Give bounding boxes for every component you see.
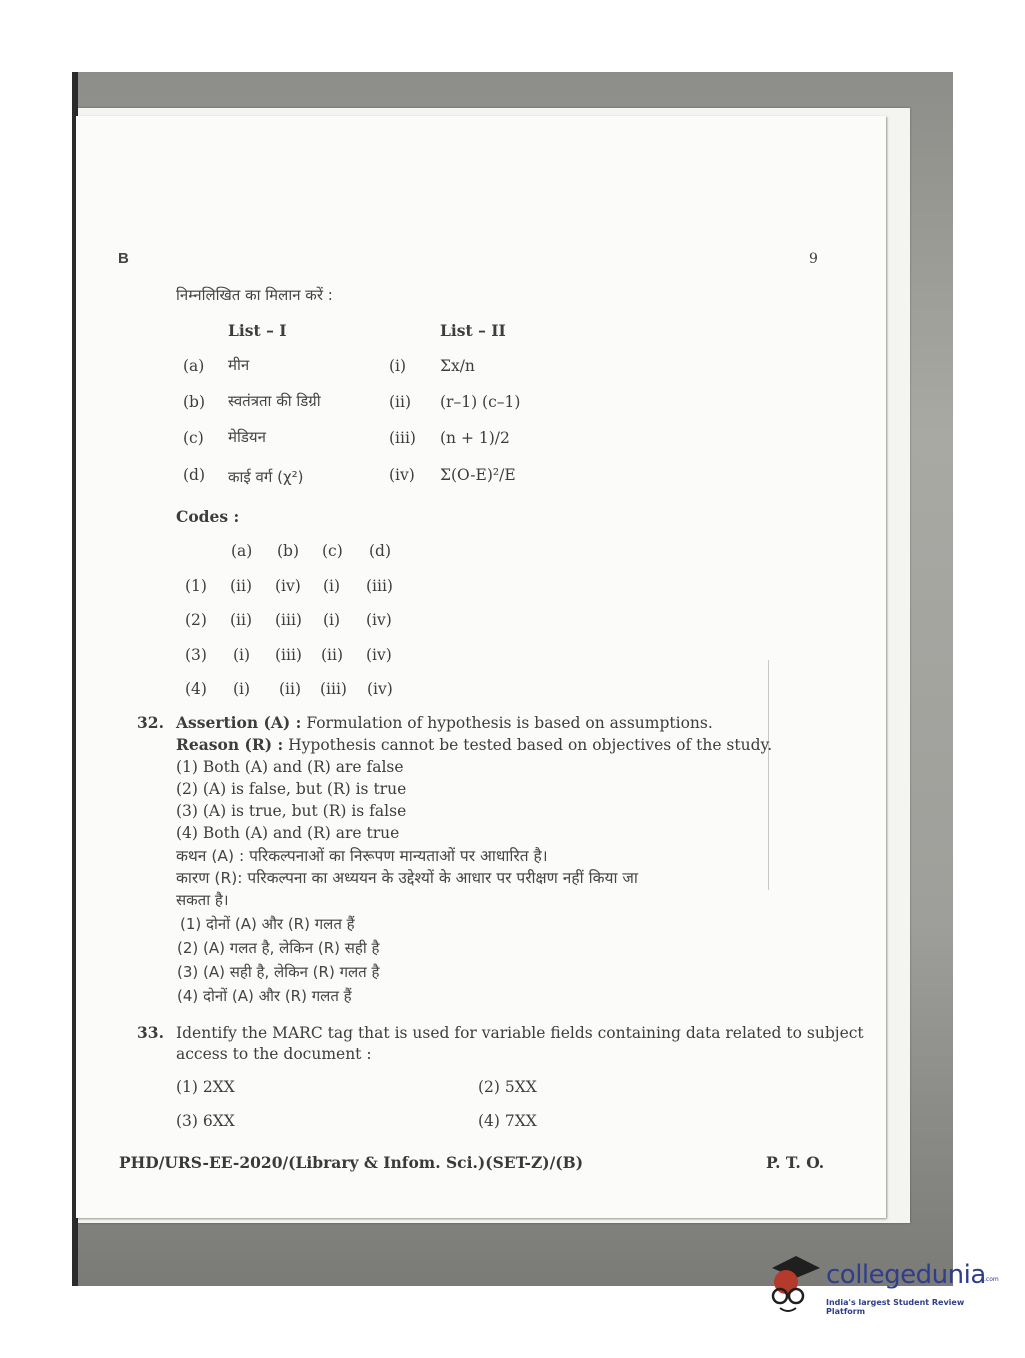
option-en: (4) Both (A) and (R) are true (176, 824, 400, 842)
row-roman: (ii) (389, 393, 412, 411)
code-cell: (i) (323, 611, 341, 629)
option-en: (3) (A) is true, but (R) is false (176, 802, 407, 820)
code-cell: (iii) (275, 646, 302, 664)
row-value: (n + 1)/2 (440, 429, 510, 447)
brand-suffix: .com (984, 1276, 999, 1283)
row-value: (r–1) (c–1) (440, 393, 521, 411)
row-item: मीन (228, 356, 250, 374)
codes-header-cell: (a) (231, 542, 253, 560)
codes-header-cell: (b) (277, 542, 300, 560)
reason-text: Hypothesis cannot be tested based on objectives of the study. (288, 736, 773, 754)
assertion-line (176, 713, 713, 733)
code-cell: (ii) (321, 646, 344, 664)
row-letter: (a) (183, 357, 205, 375)
question-text-line1: Identify the MARC tag that is used for variable fields containing data related to subject (176, 1024, 864, 1042)
match-instruction: निम्नलिखित का मिलान करें : (176, 286, 333, 304)
question-number: 32. (137, 713, 164, 732)
page-number: 9 (809, 251, 818, 267)
paper-code: PHD/URS-EE-2020/(Library & Infom. Sci.)(SET-Z)/(B) (119, 1153, 584, 1172)
code-cell: (iv) (366, 646, 392, 664)
assertion-text: Formulation of hypothesis is based on assumptions. (306, 714, 713, 732)
pto-label: P. T. O. (766, 1153, 825, 1172)
row-item: स्वतंत्रता की डिग्री (228, 392, 321, 410)
answer-option: (4) 7XX (478, 1112, 537, 1130)
codes-header-cell: (d) (369, 542, 392, 560)
reason-hindi-line2: सकता है। (176, 891, 229, 909)
brand-tagline: India's largest Student Review Platform (826, 1298, 965, 1316)
reason-line (176, 735, 772, 755)
assertion-hindi: कथन (A) : परिकल्पनाओं का निरूपण मान्यताओं पर आधारित है। (176, 847, 548, 865)
question-text-line2: access to the document : (176, 1045, 372, 1063)
assertion-label: Assertion (A) : (176, 713, 302, 732)
code-cell: (iv) (275, 577, 301, 595)
set-label: B (118, 250, 129, 267)
code-cell: (i) (233, 646, 251, 664)
reason-hindi-line1: कारण (R): परिकल्पना का अध्ययन के उद्देश्यों के आधार पर परीक्षण नहीं किया जा (176, 869, 638, 887)
list-2-title: List – II (440, 321, 506, 340)
option-hi: (2) (A) गलत है, लेकिन (R) सही है (177, 939, 380, 957)
option-hi: (1) दोनों (A) और (R) गलत हैं (180, 915, 355, 933)
code-cell: (iii) (275, 611, 302, 629)
row-letter: (d) (183, 466, 206, 484)
code-cell: (iv) (367, 680, 393, 698)
code-cell: (ii) (230, 611, 253, 629)
code-cell: (iii) (366, 577, 393, 595)
collegedunia-watermark[interactable] (766, 1252, 999, 1322)
row-item: काई वर्ग (χ²) (228, 468, 304, 486)
code-number: (4) (185, 680, 207, 698)
codes-header-cell: (c) (322, 542, 343, 560)
question-number: 33. (137, 1023, 164, 1042)
answer-option: (1) 2XX (176, 1078, 235, 1096)
row-letter: (c) (183, 429, 204, 447)
scan-artifact-line (768, 660, 769, 890)
row-value: Σ(O-E)²/E (440, 466, 516, 484)
brand-name: collegedunia (826, 1260, 986, 1290)
codes-label: Codes : (176, 507, 240, 526)
answer-option: (2) 5XX (478, 1078, 537, 1096)
option-en: (2) (A) is false, but (R) is true (176, 780, 407, 798)
row-value: Σx/n (440, 357, 475, 375)
code-number: (3) (185, 646, 207, 664)
mascot-icon (766, 1252, 822, 1318)
option-en: (1) Both (A) and (R) are false (176, 758, 404, 776)
row-roman: (iv) (389, 466, 415, 484)
code-number: (2) (185, 611, 207, 629)
row-roman: (iii) (389, 429, 416, 447)
answer-option: (3) 6XX (176, 1112, 235, 1130)
code-cell: (ii) (279, 680, 302, 698)
code-cell: (iii) (320, 680, 347, 698)
code-cell: (iv) (366, 611, 392, 629)
option-hi: (3) (A) सही है, लेकिन (R) गलत है (177, 963, 380, 981)
code-cell: (i) (323, 577, 341, 595)
list-1-title: List – I (228, 321, 287, 340)
code-cell: (ii) (230, 577, 253, 595)
option-hi: (4) दोनों (A) और (R) गलत हैं (177, 987, 352, 1005)
code-number: (1) (185, 577, 207, 595)
row-roman: (i) (389, 357, 407, 375)
row-letter: (b) (183, 393, 206, 411)
reason-label: Reason (R) : (176, 735, 284, 754)
row-item: मेडियन (228, 428, 266, 446)
code-cell: (i) (233, 680, 251, 698)
